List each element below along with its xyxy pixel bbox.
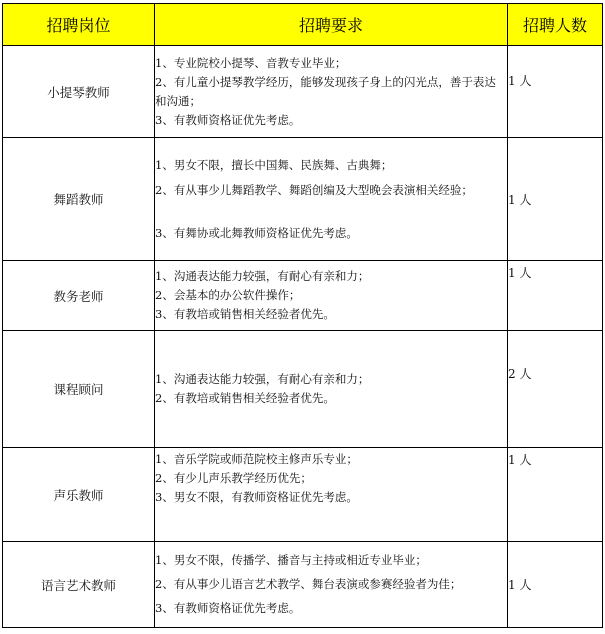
position-cell: 舞蹈教师 (3, 138, 155, 261)
recruitment-table (2, 3, 603, 628)
position-cell: 声乐教师 (3, 448, 155, 542)
requirement-line: 1、沟通表达能力较强，有耐心有亲和力； (155, 372, 370, 386)
requirements-cell (155, 542, 508, 628)
requirement-line: 1、音乐学院或师范院校主修声乐专业； (155, 452, 358, 466)
count-cell: 2 人 (508, 331, 603, 448)
requirement-line: 3、男女不限，有教师资格证优先考虑。 (155, 490, 358, 504)
table-row (3, 331, 603, 448)
position-cell: 教务老师 (3, 261, 155, 331)
requirement-line: 1、男女不限，擅长中国舞、民族舞、古典舞； (155, 157, 393, 172)
table-row (3, 138, 603, 261)
requirement-line: 2、有儿童小提琴教学经历，能够发现孩子身上的闪光点，善于表达和沟通； (155, 74, 496, 108)
position-cell: 小提琴教师 (3, 46, 155, 138)
requirements-cell (155, 261, 508, 331)
count-cell: 1 人 (508, 542, 603, 628)
count-cell: 1 人 (508, 448, 603, 542)
requirement-line: 1、沟通表达能力较强，有耐心有亲和力； (155, 269, 370, 283)
header-position: 招聘岗位 (3, 4, 155, 46)
requirement-line: 3、有舞协或北舞教师资格证优先考虑。 (155, 225, 358, 240)
requirement-line: 2、会基本的办公软件操作； (155, 288, 301, 302)
count-cell: 1 人 (508, 261, 603, 331)
header-count: 招聘人数 (508, 4, 603, 46)
table-row (3, 542, 603, 628)
requirement-line: 1、男女不限，传播学、播音与主持或相近专业毕业； (155, 553, 427, 567)
count-cell: 1 人 (508, 138, 603, 261)
count-cell: 1 人 (508, 46, 603, 138)
requirements-cell (155, 448, 508, 542)
requirement-line: 3、有教培或销售相关经验者优先。 (155, 307, 335, 321)
table-header-row (3, 4, 603, 46)
table-row (3, 261, 603, 331)
requirements-cell (155, 331, 508, 448)
requirement-line: 2、有教培或销售相关经验者优先。 (155, 391, 335, 405)
requirements-cell (155, 138, 508, 261)
position-cell: 语言艺术教师 (3, 542, 155, 628)
header-requirements: 招聘要求 (155, 4, 508, 46)
position-cell: 课程顾问 (3, 331, 155, 448)
table-row (3, 46, 603, 138)
requirement-line: 2、有少儿声乐教学经历优先； (155, 471, 312, 485)
requirement-line: 2、有从事少儿语言艺术教学、舞台表演或参赛经验者为佳； (155, 577, 462, 591)
table-row (3, 448, 603, 542)
requirement-line: 3、有教师资格证优先考虑。 (155, 601, 301, 615)
requirement-line: 1、专业院校小提琴、音教专业毕业； (155, 55, 347, 70)
requirement-line: 2、有从事少儿舞蹈教学、舞蹈创编及大型晚会表演相关经验； (155, 182, 473, 197)
requirements-cell (155, 46, 508, 138)
requirement-line: 3、有教师资格证优先考虑。 (155, 112, 301, 127)
